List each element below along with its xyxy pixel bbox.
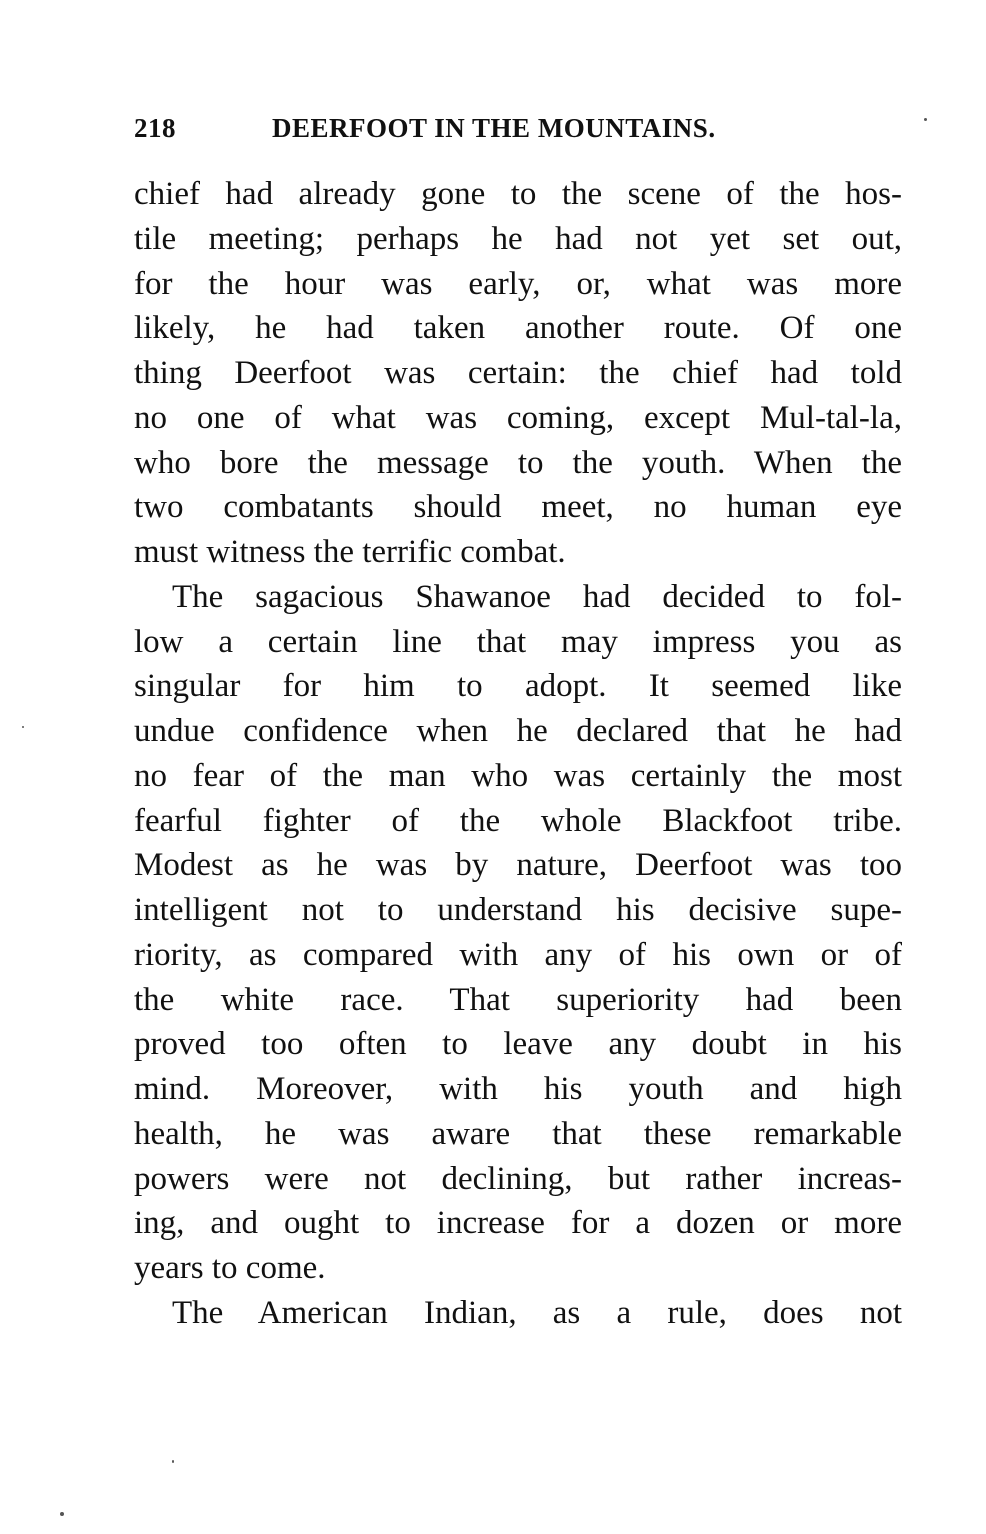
scan-speck: [22, 726, 24, 728]
text-line: who bore the message to the youth. When the: [134, 444, 902, 481]
text-line: The sagacious Shawanoe had decided to fol-: [172, 578, 902, 615]
text-line: proved too often to leave any doubt in his: [134, 1026, 902, 1063]
text-line: health, he was aware that these remarkable: [134, 1115, 902, 1152]
text-line: powers were not declining, but rather increas-: [134, 1160, 902, 1197]
text-line: undue confidence when he declared that he had: [134, 713, 902, 749]
text-line: Modest as he was by nature, Deerfoot was too: [134, 847, 902, 884]
text-line: two combatants should meet, no human eye: [134, 489, 902, 526]
text-line: no one of what was coming, except Mul-tal-la,: [134, 399, 902, 436]
text-line: riority, as compared with any of his own or of: [134, 936, 902, 973]
text-line: for the hour was early, or, what was more: [134, 265, 902, 302]
text-line: ing, and ought to increase for a dozen or more: [134, 1205, 902, 1242]
text-line: chief had already gone to the scene of the hos-: [134, 176, 902, 212]
text-line: likely, he had taken another route. Of one: [134, 310, 902, 347]
scan-speck: [60, 1512, 64, 1516]
text-line: fearful fighter of the whole Blackfoot tribe.: [134, 802, 902, 839]
text-line: mind. Moreover, with his youth and high: [134, 1071, 902, 1107]
text-line: years to come.: [134, 1250, 326, 1286]
text-line: no fear of the man who was certainly the most: [134, 757, 902, 794]
running-head: [134, 108, 774, 148]
text-line: singular for him to adopt. It seemed like: [134, 668, 902, 705]
text-line: intelligent not to understand his decisive supe-: [134, 892, 902, 928]
running-title: DEERFOOT IN THE MOUNTAINS.: [272, 113, 716, 143]
scan-speck: [924, 118, 927, 121]
text-line: must witness the terrific combat.: [134, 534, 566, 570]
text-line: the white race. That superiority had been: [134, 981, 902, 1018]
text-line: tile meeting; perhaps he had not yet set out,: [134, 220, 902, 257]
text-line: thing Deerfoot was certain: the chief had told: [134, 355, 902, 391]
scan-speck: [172, 1460, 174, 1463]
body-text: [134, 172, 902, 1336]
text-line: The American Indian, as a rule, does not: [172, 1294, 902, 1331]
page-number: 218: [134, 113, 176, 143]
text-line: low a certain line that may impress you as: [134, 623, 902, 660]
